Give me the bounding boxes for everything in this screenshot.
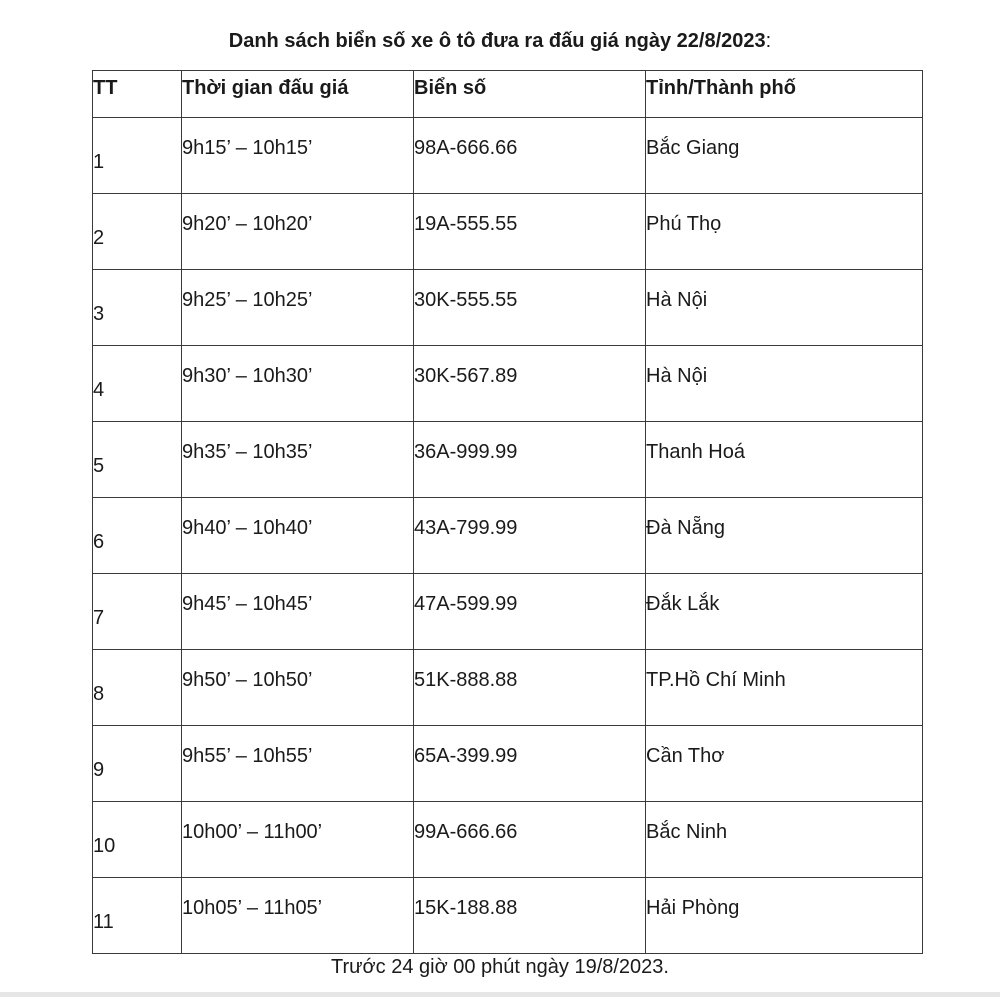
cell-province [646, 194, 923, 270]
header-plate [414, 71, 646, 118]
cell-time-text: 9h30’ – 10h30’ [182, 365, 313, 387]
table-row [93, 574, 923, 650]
cell-time-text: 9h35’ – 10h35’ [182, 441, 313, 463]
cell-plate [414, 650, 646, 726]
cell-province-text: Hải Phòng [646, 897, 740, 919]
cell-plate-text: 47A-599.99 [414, 593, 518, 615]
cell-tt [93, 650, 182, 726]
table-row [93, 498, 923, 574]
cell-time-text: 9h45’ – 10h45’ [182, 593, 313, 615]
cell-province-text: Bắc Giang [646, 137, 740, 159]
cell-province [646, 802, 923, 878]
table-header-row [93, 71, 923, 118]
cell-tt-text: 7 [93, 607, 105, 629]
cell-time [182, 802, 414, 878]
cell-plate [414, 726, 646, 802]
cell-province [646, 346, 923, 422]
cell-tt [93, 878, 182, 954]
table-body [93, 118, 923, 954]
cell-province [646, 270, 923, 346]
cell-tt-text: 6 [93, 531, 105, 553]
cell-tt-text: 5 [93, 455, 105, 477]
cell-province-text: Cần Thơ [646, 745, 725, 767]
header-time-label: Thời gian đấu giá [182, 77, 349, 99]
cell-tt-text: 1 [93, 151, 105, 173]
header-province [646, 71, 923, 118]
cell-tt [93, 118, 182, 194]
table-row [93, 346, 923, 422]
cell-province-text: Hà Nội [646, 289, 708, 311]
cell-plate-text: 51K-888.88 [414, 669, 518, 691]
cell-plate-text: 98A-666.66 [414, 137, 518, 159]
cell-time-text: 10h05’ – 11h05’ [182, 897, 323, 919]
table-row [93, 802, 923, 878]
cell-province-text: Thanh Hoá [646, 441, 745, 463]
cell-time-text: 9h55’ – 10h55’ [182, 745, 313, 767]
cell-plate [414, 346, 646, 422]
cell-plate-text: 65A-399.99 [414, 745, 518, 767]
cell-time-text: 10h00’ – 11h00’ [182, 821, 323, 843]
cell-province [646, 422, 923, 498]
cell-time-text: 9h15’ – 10h15’ [182, 137, 313, 159]
table-row [93, 270, 923, 346]
cell-time-text: 9h50’ – 10h50’ [182, 669, 313, 691]
title-text: Danh sách biển số xe ô tô đưa ra đấu giá ngày 22/8/2023 [228, 30, 766, 52]
footer-note: Trước 24 giờ 00 phút ngày 19/8/2023. [331, 956, 669, 978]
cell-tt [93, 574, 182, 650]
cell-plate-text: 19A-555.55 [414, 213, 518, 235]
cell-time-text: 9h25’ – 10h25’ [182, 289, 313, 311]
cell-time [182, 194, 414, 270]
cell-time [182, 346, 414, 422]
header-tt [93, 71, 182, 118]
cell-tt [93, 422, 182, 498]
cell-plate [414, 422, 646, 498]
cell-province [646, 498, 923, 574]
cell-province-text: Hà Nội [646, 365, 708, 387]
cell-time-text: 9h40’ – 10h40’ [182, 517, 313, 539]
header-province-label: Tỉnh/Thành phố [646, 77, 796, 99]
cell-tt-text: 9 [93, 759, 105, 781]
cell-plate [414, 802, 646, 878]
cell-plate-text: 99A-666.66 [414, 821, 518, 843]
table-row [93, 878, 923, 954]
header-tt-label: TT [93, 77, 118, 99]
cell-tt [93, 726, 182, 802]
cell-time [182, 422, 414, 498]
cell-plate-text: 30K-567.89 [414, 365, 518, 387]
title-colon: : [765, 30, 772, 52]
header-time [182, 71, 414, 118]
cell-plate [414, 118, 646, 194]
cell-plate [414, 498, 646, 574]
cell-province-text: Đắk Lắk [646, 593, 720, 615]
cell-tt [93, 270, 182, 346]
table-row [93, 726, 923, 802]
cell-time [182, 118, 414, 194]
cell-plate [414, 270, 646, 346]
cell-plate [414, 194, 646, 270]
cell-time [182, 878, 414, 954]
cell-time [182, 498, 414, 574]
cell-tt-text: 3 [93, 303, 105, 325]
cell-province-text: Đà Nẵng [646, 517, 725, 539]
cell-time [182, 650, 414, 726]
cell-province-text: Phú Thọ [646, 213, 722, 235]
cell-plate [414, 574, 646, 650]
bottom-divider [0, 992, 1000, 997]
cell-tt [93, 802, 182, 878]
cell-time [182, 574, 414, 650]
cell-tt-text: 11 [93, 911, 114, 933]
table-row [93, 118, 923, 194]
cell-province [646, 574, 923, 650]
table-row [93, 422, 923, 498]
header-plate-label: Biển số [414, 77, 487, 99]
cell-tt [93, 194, 182, 270]
cell-plate [414, 878, 646, 954]
cell-province [646, 650, 923, 726]
cell-plate-text: 15K-188.88 [414, 897, 518, 919]
cell-time-text: 9h20’ – 10h20’ [182, 213, 313, 235]
document-title [0, 28, 1000, 54]
cell-tt-text: 4 [93, 379, 105, 401]
cell-province [646, 726, 923, 802]
cell-plate-text: 43A-799.99 [414, 517, 518, 539]
cell-time [182, 726, 414, 802]
cell-tt-text: 2 [93, 227, 105, 249]
cell-tt [93, 498, 182, 574]
auction-table [92, 70, 923, 954]
cell-plate-text: 30K-555.55 [414, 289, 518, 311]
cell-time [182, 270, 414, 346]
cell-plate-text: 36A-999.99 [414, 441, 518, 463]
cell-tt [93, 346, 182, 422]
cell-province [646, 878, 923, 954]
cell-tt-text: 8 [93, 683, 105, 705]
cell-province-text: TP.Hồ Chí Minh [646, 669, 786, 691]
cell-province-text: Bắc Ninh [646, 821, 728, 843]
table-row [93, 650, 923, 726]
cell-province [646, 118, 923, 194]
table-row [93, 194, 923, 270]
cell-tt-text: 10 [93, 835, 116, 857]
